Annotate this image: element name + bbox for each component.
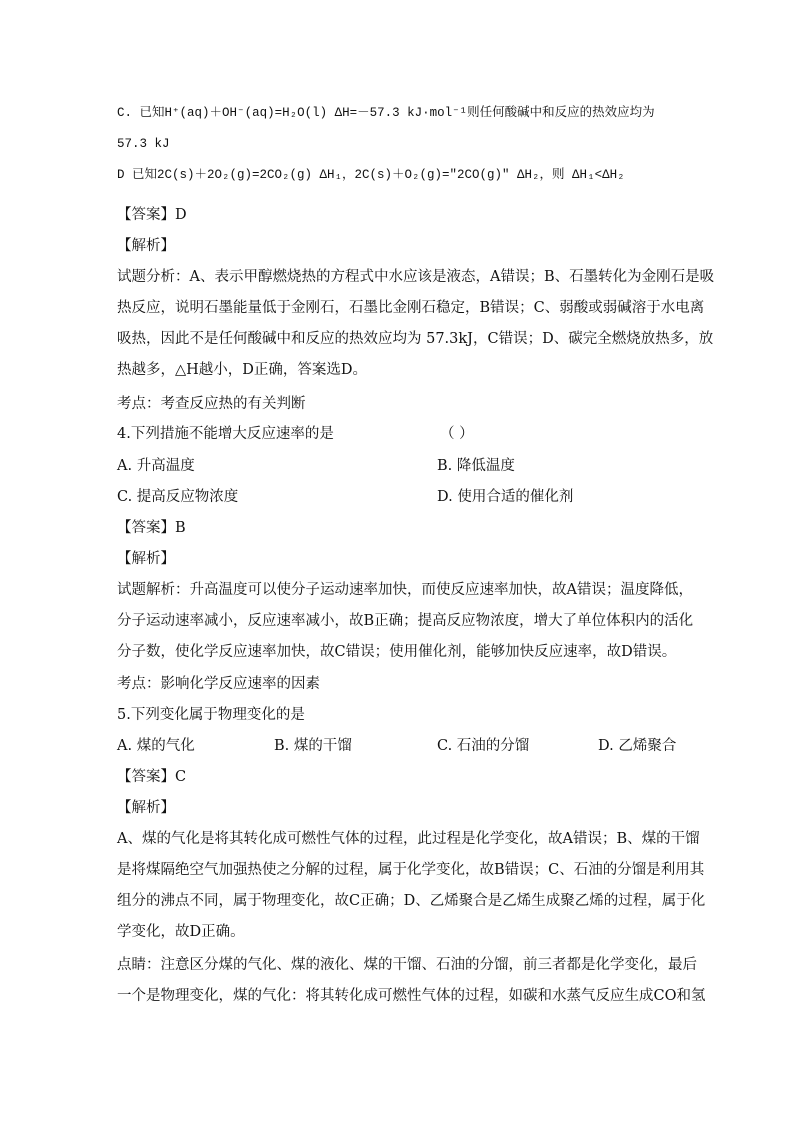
q3-option-c-line1: C. 已知H⁺(aq)＋OH⁻(aq)=H₂O(l) ΔH=－57.3 kJ·mol⁻¹则任何酸碱中和反应的热效应均为: [117, 106, 655, 120]
q4-point: 考点：影响化学反应速率的因素: [117, 676, 320, 692]
q3-option-d: D 已知2C(s)＋2O₂(g)=2CO₂(g) ΔH₁，2C(s)＋O₂(g)="2CO(g)" ΔH₂，则 ΔH₁<ΔH₂: [117, 168, 625, 182]
q4-analysis-line: 分子数，使化学反应速率加快，故C错误；使用催化剂，能够加快反应速率，故D错误。: [117, 644, 677, 660]
q5-option-a: A. 煤的气化: [117, 738, 195, 754]
q5-analysis-label: 【解析】: [117, 800, 175, 816]
q4-analysis-label: 【解析】: [117, 551, 175, 567]
q5-analysis-line: 组分的沸点不同，属于物理变化，故C正确；D、乙烯聚合是乙烯生成聚乙烯的过程，属于化: [117, 893, 706, 909]
q5-answer: 【答案】C: [117, 769, 187, 785]
q4-option-a: A. 升高温度: [117, 458, 195, 474]
q5-tip-line: 点睛：注意区分煤的气化、煤的液化、煤的干馏、石油的分馏，前三者都是化学变化，最后: [117, 957, 697, 973]
q4-option-b: B. 降低温度: [437, 458, 515, 474]
q4-option-d: D. 使用合适的催化剂: [437, 489, 574, 505]
q3-analysis-line: 热反应，说明石墨能量低于金刚石，石墨比金刚石稳定，B错误；C、弱酸或弱碱溶于水电离: [117, 300, 705, 316]
q3-point: 考点：考查反应热的有关判断: [117, 396, 306, 412]
q4-analysis-line: 分子运动速率减小，反应速率减小，故B正确；提高反应物浓度，增大了单位体积内的活化: [117, 613, 694, 629]
q5-option-d: D. 乙烯聚合: [598, 738, 677, 754]
q4-stem: 4.下列措施不能增大反应速率的是: [117, 426, 334, 442]
q4-paren: （ ）: [440, 426, 474, 442]
q3-analysis-line: 吸热，因此不是任何酸碱中和反应的热效应均为 57.3kJ，C错误；D、碳完全燃烧放热多，放: [117, 331, 714, 347]
q3-analysis-line: 试题分析：A、表示甲醇燃烧热的方程式中水应该是液态，A错误；B、石墨转化为金刚石是吸: [117, 269, 715, 285]
q5-stem: 5.下列变化属于物理变化的是: [117, 707, 305, 723]
q4-answer: 【答案】B: [117, 520, 186, 536]
q5-option-c: C. 石油的分馏: [437, 738, 530, 754]
q3-answer: 【答案】D: [117, 207, 187, 223]
q3-option-c-line2: 57.3 kJ: [117, 137, 170, 151]
q5-tip-line: 一个是物理变化，煤的气化：将其转化成可燃性气体的过程，如碳和水蒸气反应生成CO和氢: [117, 988, 706, 1004]
q5-analysis-line: 学变化，故D正确。: [117, 924, 245, 940]
q5-analysis-line: A、煤的气化是将其转化成可燃性气体的过程，此过程是化学变化，故A错误；B、煤的干馏: [117, 831, 700, 847]
q5-option-b: B. 煤的干馏: [274, 738, 352, 754]
q5-analysis-line: 是将煤隔绝空气加强热使之分解的过程，属于化学变化，故B错误；C、石油的分馏是利用其: [117, 862, 705, 878]
q4-analysis-line: 试题解析：升高温度可以使分子运动速率加快，而使反应速率加快，故A错误；温度降低，: [117, 582, 693, 598]
q4-option-c: C. 提高反应物浓度: [117, 489, 239, 505]
q3-analysis-label: 【解析】: [117, 238, 175, 254]
q3-analysis-line: 热越多，△H越小，D正确，答案选D。: [117, 362, 368, 378]
